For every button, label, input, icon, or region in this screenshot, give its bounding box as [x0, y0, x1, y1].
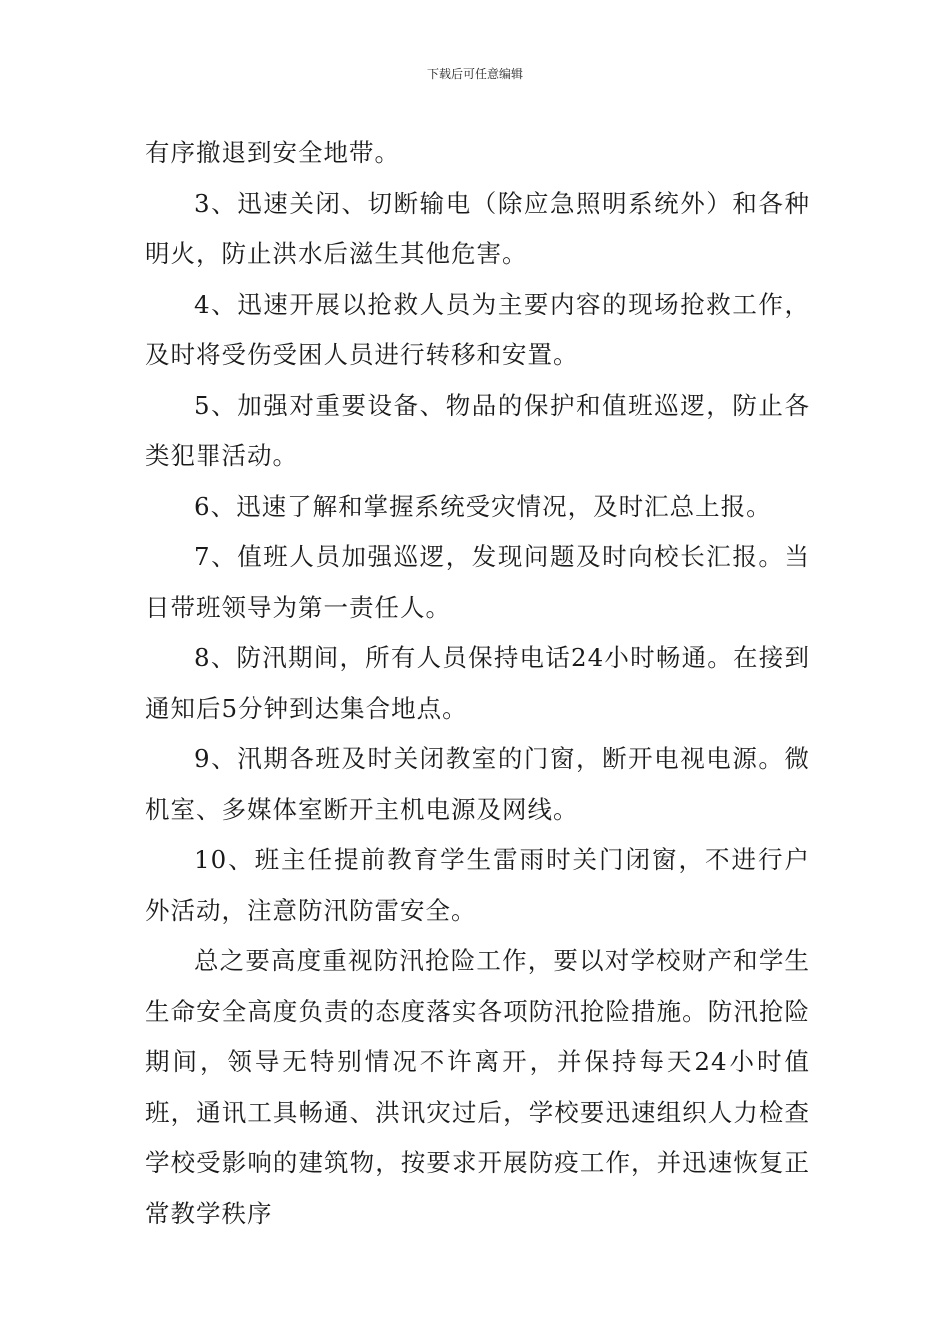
paragraph-summary: 总之要高度重视防汛抢险工作，要以对学校财产和学生生命安全高度负责的态度落实各项防汛抢险措施。防汛抢险期间，领导无特别情况不许离开，并保持每天24小时值班，通讯工具畅通、洪讯灾过后，学校要迅速组织人力检查学校受影响的建筑物，按要求开展防疫工作，并迅速恢复正常教学秩序: [145, 946, 810, 1228]
paragraph-item-10: 10、班主任提前教育学生雷雨时关门闭窗，不进行户外活动，注意防汛防雷安全。: [145, 845, 810, 925]
paragraph-item-6: 6、迅速了解和掌握系统受灾情况，及时汇总上报。: [194, 491, 772, 521]
paragraph-continuation: 有序撤退到安全地带。: [145, 138, 400, 167]
paragraph-item-5: 5、加强对重要设备、物品的保护和值班巡逻，防止各类犯罪活动。: [145, 390, 810, 470]
paragraph-item-4: 4、迅速开展以抢救人员为主要内容的现场抢救工作，及时将受伤受困人员进行转移和安置。: [145, 289, 810, 369]
paragraph-item-7: 7、值班人员加强巡逻，发现问题及时向校长汇报。当日带班领导为第一责任人。: [145, 542, 810, 622]
paragraph-item-3: 3、迅速关闭、切断输电（除应急照明系统外）和各种明火，防止洪水后滋生其他危害。: [145, 188, 810, 268]
document-body: [145, 128, 810, 1239]
page-header: 下载后可任意编辑: [426, 67, 523, 81]
paragraph-item-9: 9、汛期各班及时关闭教室的门窗，断开电视电源。微机室、多媒体室断开主机电源及网线。: [145, 744, 810, 824]
paragraph-item-8: 8、防汛期间，所有人员保持电话24小时畅通。在接到通知后5分钟到达集合地点。: [145, 643, 810, 723]
